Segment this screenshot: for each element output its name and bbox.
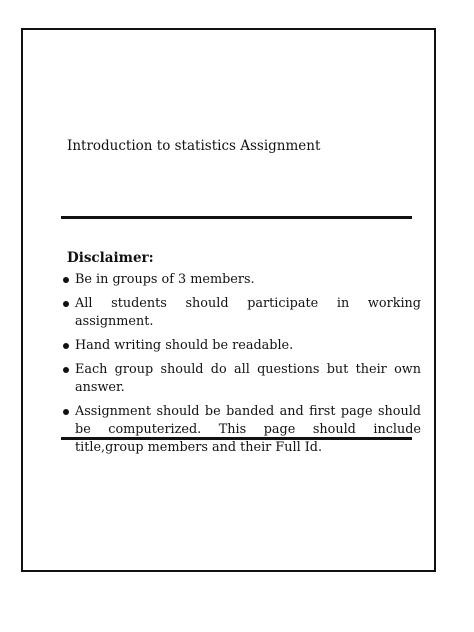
disclaimer-heading: Disclaimer: [67,250,154,266]
list-item [61,295,421,331]
disclaimer-list [61,271,421,463]
bullet-icon [63,409,69,415]
list-item [61,403,421,457]
bottom-divider [61,437,412,440]
list-item [61,271,421,289]
list-item [61,361,421,397]
document-title: Introduction to statistics Assignment [67,138,321,154]
bullet-icon [63,367,69,373]
list-item-text: Assignment should be banded and first page should be computerized. This page should include title,group members and their Full Id. [75,404,421,455]
bullet-icon [63,343,69,349]
bullet-icon [63,301,69,307]
list-item [61,337,421,355]
bullet-icon [63,277,69,283]
top-divider [61,216,412,219]
list-item-text: Be in groups of 3 members. [75,272,255,287]
list-item-text: All students should participate in working assignment. [75,296,421,329]
list-item-text: Hand writing should be readable. [75,338,294,353]
list-item-text: Each group should do all questions but their own answer. [75,362,421,395]
